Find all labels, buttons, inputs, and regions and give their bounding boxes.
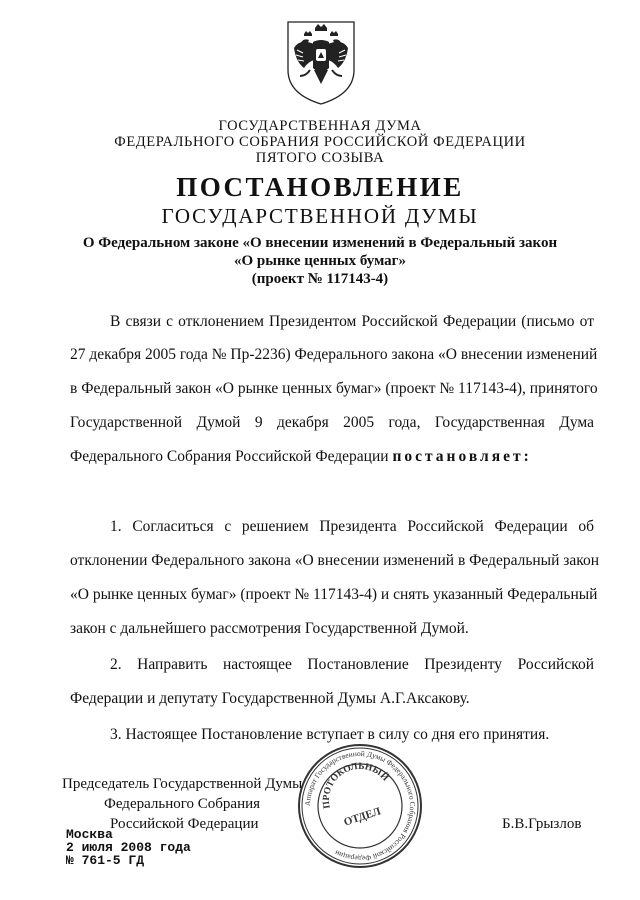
preamble-line-5 [70,448,594,466]
signature-position-line-3: Российской Федерации [110,816,259,832]
item1-line-3: «О рынке ценных бумаг» (проект № 117143-4) и снять указанный Федеральный [70,586,598,603]
header-duma: ГОСУДАРСТВЕННАЯ ДУМА [218,118,422,134]
subject-line-2: «О рынке ценных бумаг» [234,253,406,269]
russian-eagle-emblem-icon [282,18,360,106]
postanovlyaet-word: постановляет: [392,448,532,465]
item1-line-1: 1. Согласиться с решением Президента Российской Федерации об [110,518,594,535]
signature-position-line-1: Председатель Государственной Думы [62,776,303,792]
protocol-department-stamp [296,742,424,870]
stamp-ring-text: Аппарат Государственной Думы Федерального Собрания Российской Федерации [302,748,418,864]
subject-line-1: О Федеральном законе «О внесении изменений в Федеральный закон [82,235,558,251]
preamble-line-1: В связи с отклонением Президентом Российской Федерации (письмо от [110,313,594,330]
footer-city: Москва [66,827,113,842]
item1-line-2: отклонении Федерального закона «О внесении изменений в Федеральный закон [70,552,600,569]
item2-line-1: 2. Направить настоящее Постановление Президенту Российской [110,656,594,673]
signatory-name: Б.В.Грызлов [502,816,582,832]
item1-line-4: закон с дальнейшего рассмотрения Государственной Думой. [70,620,469,637]
stamp-upper-text: ПРОТОКОЛЬНЫЙ [321,761,390,810]
document-title: ПОСТАНОВЛЕНИЕ [176,172,464,202]
preamble-line-3: в Федеральный закон «О рынке ценных бумаг» (проект № 117143-4), принятого [70,380,598,397]
footer-date: 2 июля 2008 года [66,840,191,855]
subject-line-3: (проект № 117143-4) [251,271,389,287]
document-subtitle: ГОСУДАРСТВЕННОЙ ДУМЫ [161,204,479,228]
item3-line-1: 3. Настоящее Постановление вступает в силу со дня его принятия. [110,726,550,743]
preamble-line-5-text: Федерального Собрания Российской Федерации [70,448,389,465]
header-convocation: ПЯТОГО СОЗЫВА [255,150,385,166]
preamble-line-4: Государственной Думой 9 декабря 2005 года, Государственная Дума [70,414,594,431]
item2-line-2: Федерации и депутату Государственной Думы А.Г.Аксакову. [70,690,470,707]
footer-number: № 761-5 ГД [66,853,145,868]
preamble-line-2: 27 декабря 2005 года № Пр-2236) Федерального закона «О внесении изменений [70,346,598,363]
stamp-lower-text: ОТДЕЛ [342,805,383,829]
header-assembly: ФЕДЕРАЛЬНОГО СОБРАНИЯ РОССИЙСКОЙ ФЕДЕРАЦИИ [114,134,526,150]
signature-position-line-2: Федерального Собрания [104,796,261,812]
